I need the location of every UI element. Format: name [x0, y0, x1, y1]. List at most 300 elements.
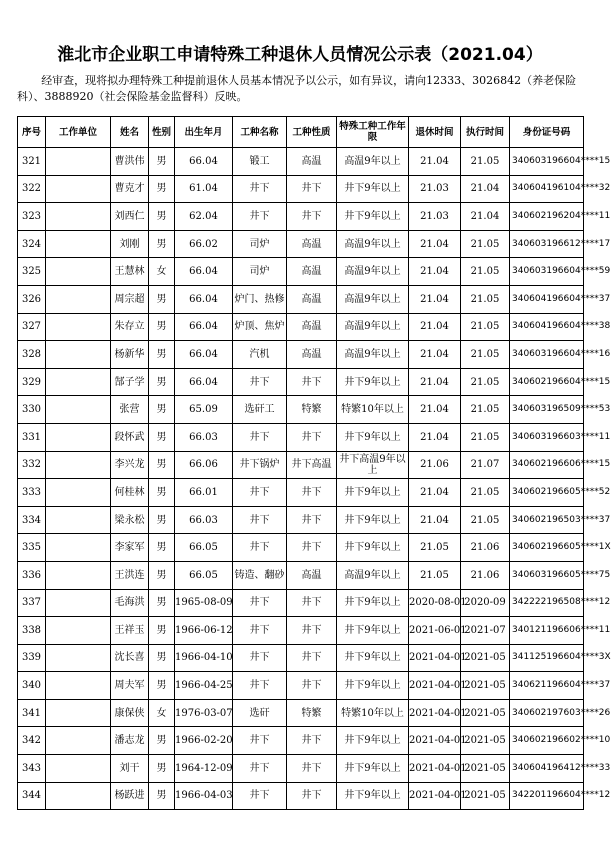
intro-paragraph: 经审查，现将拟办理特殊工种提前退休人员基本情况予以公示，如有异议，请向12333、3026842（养老保险科）、3888920（社会保险基金监督科）反映。: [17, 74, 577, 103]
job-nature: 高温: [287, 148, 337, 176]
effective-date: 21.04: [461, 203, 510, 231]
row-number: 324: [18, 230, 46, 258]
work-unit: [46, 782, 111, 810]
row-number: 321: [18, 148, 46, 176]
person-name: 周夫军: [111, 672, 149, 700]
job-nature: 特繁: [287, 699, 337, 727]
person-name: 张营: [111, 396, 149, 424]
row-number: 323: [18, 203, 46, 231]
job-nature: 井下: [287, 672, 337, 700]
table-row: [18, 175, 584, 203]
table-row: [18, 561, 584, 589]
col-header: 退休时间: [409, 117, 461, 148]
special-years: 井下9年以上: [337, 617, 409, 645]
work-unit: [46, 644, 111, 672]
person-name: 曹克才: [111, 175, 149, 203]
gender: 男: [149, 396, 175, 424]
retire-date: 21.05: [409, 561, 461, 589]
job-type: 司炉: [233, 258, 287, 286]
birth-date: 1966-02-20: [175, 727, 233, 755]
work-unit: [46, 672, 111, 700]
gender: 男: [149, 755, 175, 783]
retire-date: 21.04: [409, 396, 461, 424]
table-row: [18, 506, 584, 534]
col-header: 工种名称: [233, 117, 287, 148]
effective-date: 2021-05: [461, 644, 510, 672]
special-years: 高温9年以上: [337, 148, 409, 176]
special-years: 高温9年以上: [337, 341, 409, 369]
work-unit: [46, 534, 111, 562]
effective-date: 21.05: [461, 368, 510, 396]
row-number: 322: [18, 175, 46, 203]
row-number: 339: [18, 644, 46, 672]
table-row: [18, 313, 584, 341]
special-years: 特繁10年以上: [337, 699, 409, 727]
row-number: 342: [18, 727, 46, 755]
effective-date: 21.05: [461, 396, 510, 424]
retire-date: 21.04: [409, 423, 461, 451]
gender: 男: [149, 644, 175, 672]
retire-date: 21.03: [409, 175, 461, 203]
effective-date: 21.05: [461, 313, 510, 341]
effective-date: 21.05: [461, 341, 510, 369]
id-number: 340604196604****37: [510, 285, 584, 313]
job-type: 炉顶、焦炉: [233, 313, 287, 341]
table-row: [18, 755, 584, 783]
row-number: 328: [18, 341, 46, 369]
retire-date: 21.04: [409, 368, 461, 396]
effective-date: 21.05: [461, 258, 510, 286]
person-name: 刘西仁: [111, 203, 149, 231]
row-number: 338: [18, 617, 46, 645]
gender: 男: [149, 203, 175, 231]
person-name: 杨新华: [111, 341, 149, 369]
row-number: 330: [18, 396, 46, 424]
table-row: [18, 644, 584, 672]
special-years: 高温9年以上: [337, 313, 409, 341]
job-nature: 井下: [287, 534, 337, 562]
work-unit: [46, 561, 111, 589]
special-years: 高温9年以上: [337, 561, 409, 589]
job-nature: 井下: [287, 506, 337, 534]
birth-date: 66.05: [175, 534, 233, 562]
id-number: 340602196605****52: [510, 479, 584, 507]
work-unit: [46, 699, 111, 727]
work-unit: [46, 175, 111, 203]
birth-date: 1966-06-12: [175, 617, 233, 645]
col-header: 序号: [18, 117, 46, 148]
special-years: 井下9年以上: [337, 755, 409, 783]
job-type: 炉门、热修: [233, 285, 287, 313]
table-body: [18, 148, 611, 810]
retire-date: 2021-04-01: [409, 782, 461, 810]
table-row: [18, 699, 584, 727]
work-unit: [46, 230, 111, 258]
work-unit: [46, 727, 111, 755]
job-nature: 井下高温: [287, 451, 337, 479]
retire-date: 21.04: [409, 148, 461, 176]
job-type: 井下: [233, 644, 287, 672]
gender: 男: [149, 148, 175, 176]
special-years: 井下9年以上: [337, 534, 409, 562]
birth-date: 66.01: [175, 479, 233, 507]
table-row: [18, 230, 584, 258]
birth-date: 1966-04-03: [175, 782, 233, 810]
job-nature: 井下: [287, 479, 337, 507]
job-type: 井下: [233, 423, 287, 451]
id-number: 341125196604****3X: [510, 644, 584, 672]
row-number: 334: [18, 506, 46, 534]
id-number: 340603196604****59: [510, 258, 584, 286]
id-number: 340602196604****15: [510, 368, 584, 396]
effective-date: 21.05: [461, 230, 510, 258]
gender: 男: [149, 368, 175, 396]
row-number: 327: [18, 313, 46, 341]
special-years: 高温9年以上: [337, 230, 409, 258]
job-type: 井下: [233, 534, 287, 562]
table-row: [18, 203, 584, 231]
person-name: 李家军: [111, 534, 149, 562]
work-unit: [46, 285, 111, 313]
id-number: 340604196604****38: [510, 313, 584, 341]
table-row: [18, 589, 584, 617]
birth-date: 1966-04-10: [175, 644, 233, 672]
special-years: 井下9年以上: [337, 644, 409, 672]
gender: 男: [149, 561, 175, 589]
gender: 男: [149, 479, 175, 507]
person-name: 康保侠: [111, 699, 149, 727]
job-nature: 井下: [287, 727, 337, 755]
row-number: 335: [18, 534, 46, 562]
work-unit: [46, 451, 111, 479]
id-number: 340603196612****17: [510, 230, 584, 258]
table-row: [18, 285, 584, 313]
birth-date: 66.05: [175, 561, 233, 589]
table-row: [18, 423, 584, 451]
retire-date: 2021-04-01: [409, 727, 461, 755]
job-type: 井下锅炉: [233, 451, 287, 479]
birth-date: 66.02: [175, 230, 233, 258]
person-name: 李兴龙: [111, 451, 149, 479]
gender: 男: [149, 285, 175, 313]
job-nature: 特繁: [287, 396, 337, 424]
job-nature: 高温: [287, 285, 337, 313]
person-name: 王慧林: [111, 258, 149, 286]
id-number: 340121196606****11: [510, 617, 584, 645]
person-name: 杨跃进: [111, 782, 149, 810]
table-row: [18, 727, 584, 755]
birth-date: 1964-12-09: [175, 755, 233, 783]
gender: 男: [149, 341, 175, 369]
job-nature: 井下: [287, 782, 337, 810]
row-number: 331: [18, 423, 46, 451]
gender: 男: [149, 617, 175, 645]
id-number: 340602196606****15: [510, 451, 584, 479]
id-number: 340603196604****15: [510, 148, 584, 176]
effective-date: 21.05: [461, 506, 510, 534]
special-years: 特繁10年以上: [337, 396, 409, 424]
col-header: 执行时间: [461, 117, 510, 148]
row-number: 341: [18, 699, 46, 727]
birth-date: 1965-08-09: [175, 589, 233, 617]
special-years: 高温9年以上: [337, 285, 409, 313]
gender: 男: [149, 230, 175, 258]
row-number: 329: [18, 368, 46, 396]
retire-date: 21.04: [409, 230, 461, 258]
retire-date: 21.04: [409, 285, 461, 313]
job-nature: 井下: [287, 423, 337, 451]
job-type: 井下: [233, 479, 287, 507]
birth-date: 66.04: [175, 368, 233, 396]
col-header: 出生年月: [175, 117, 233, 148]
table-row: [18, 672, 584, 700]
special-years: 井下9年以上: [337, 589, 409, 617]
effective-date: 21.05: [461, 148, 510, 176]
job-nature: 井下: [287, 368, 337, 396]
work-unit: [46, 755, 111, 783]
id-number: 340603196509****53: [510, 396, 584, 424]
job-nature: 高温: [287, 341, 337, 369]
id-number: 340602196204****11: [510, 203, 584, 231]
gender: 男: [149, 175, 175, 203]
job-type: 井下: [233, 755, 287, 783]
gender: 男: [149, 423, 175, 451]
effective-date: 21.07: [461, 451, 510, 479]
job-type: 井下: [233, 203, 287, 231]
work-unit: [46, 258, 111, 286]
person-name: 郜子学: [111, 368, 149, 396]
special-years: 井下9年以上: [337, 727, 409, 755]
gender: 男: [149, 451, 175, 479]
special-years: 井下9年以上: [337, 782, 409, 810]
retire-date: 2021-06-01: [409, 617, 461, 645]
job-type: 铸造、翻砂: [233, 561, 287, 589]
table-header-row: [18, 117, 584, 148]
table-row: [18, 782, 584, 810]
birth-date: 66.04: [175, 313, 233, 341]
birth-date: 61.04: [175, 175, 233, 203]
id-number: 340602196605****1X: [510, 534, 584, 562]
row-number: 337: [18, 589, 46, 617]
gender: 女: [149, 699, 175, 727]
work-unit: [46, 506, 111, 534]
id-number: 340604196104****32: [510, 175, 584, 203]
job-nature: 高温: [287, 258, 337, 286]
retire-date: 21.04: [409, 313, 461, 341]
work-unit: [46, 479, 111, 507]
work-unit: [46, 203, 111, 231]
special-years: 井下9年以上: [337, 479, 409, 507]
work-unit: [46, 368, 111, 396]
birth-date: 66.04: [175, 258, 233, 286]
work-unit: [46, 617, 111, 645]
gender: 男: [149, 782, 175, 810]
retire-date: 21.04: [409, 479, 461, 507]
job-type: 选矸: [233, 699, 287, 727]
effective-date: 21.06: [461, 561, 510, 589]
work-unit: [46, 313, 111, 341]
gender: 女: [149, 258, 175, 286]
job-nature: 井下: [287, 589, 337, 617]
job-type: 井下: [233, 727, 287, 755]
row-number: 326: [18, 285, 46, 313]
gender: 男: [149, 727, 175, 755]
birth-date: 66.03: [175, 423, 233, 451]
effective-date: 21.04: [461, 175, 510, 203]
id-number: 340621196604****37: [510, 672, 584, 700]
id-number: 340602196503****37: [510, 506, 584, 534]
birth-date: 65.09: [175, 396, 233, 424]
job-nature: 井下: [287, 644, 337, 672]
retire-date: 21.04: [409, 341, 461, 369]
job-type: 选矸工: [233, 396, 287, 424]
effective-date: 2021-07: [461, 617, 510, 645]
row-number: 333: [18, 479, 46, 507]
birth-date: 66.06: [175, 451, 233, 479]
job-nature: 高温: [287, 230, 337, 258]
person-name: 沈长喜: [111, 644, 149, 672]
gender: 男: [149, 313, 175, 341]
id-number: 340602196602****10: [510, 727, 584, 755]
job-type: 井下: [233, 368, 287, 396]
person-name: 王洪连: [111, 561, 149, 589]
table-row: [18, 479, 584, 507]
id-number: 342222196508****12: [510, 589, 584, 617]
special-years: 井下9年以上: [337, 423, 409, 451]
retire-date: 2021-04-01: [409, 755, 461, 783]
row-number: 336: [18, 561, 46, 589]
table-row: [18, 617, 584, 645]
table-row: [18, 534, 584, 562]
id-number: 340604196412****33: [510, 755, 584, 783]
job-nature: 高温: [287, 313, 337, 341]
effective-date: 21.06: [461, 534, 510, 562]
special-years: 井下9年以上: [337, 203, 409, 231]
table-row: [18, 451, 584, 479]
id-number: 340603196603****11: [510, 423, 584, 451]
col-header: 姓名: [111, 117, 149, 148]
birth-date: 66.04: [175, 148, 233, 176]
special-years: 井下9年以上: [337, 672, 409, 700]
row-number: 332: [18, 451, 46, 479]
special-years: 井下高温9年以上: [337, 451, 409, 479]
table-row: [18, 148, 584, 176]
job-type: 井下: [233, 782, 287, 810]
retire-date: 2021-04-01: [409, 644, 461, 672]
job-type: 井下: [233, 175, 287, 203]
table-row: [18, 258, 584, 286]
retirement-table: [17, 116, 611, 810]
job-nature: 井下: [287, 617, 337, 645]
work-unit: [46, 396, 111, 424]
effective-date: 21.05: [461, 285, 510, 313]
birth-date: 66.04: [175, 285, 233, 313]
effective-date: 2021-05: [461, 699, 510, 727]
effective-date: 2021-05: [461, 727, 510, 755]
retire-date: 2021-04-01: [409, 672, 461, 700]
person-name: 潘志龙: [111, 727, 149, 755]
gender: 男: [149, 589, 175, 617]
birth-date: 1976-03-07: [175, 699, 233, 727]
col-header: 身份证号码: [510, 117, 584, 148]
job-type: 井下: [233, 589, 287, 617]
person-name: 梁永松: [111, 506, 149, 534]
row-number: 340: [18, 672, 46, 700]
person-name: 王祥玉: [111, 617, 149, 645]
row-number: 344: [18, 782, 46, 810]
effective-date: 21.05: [461, 423, 510, 451]
job-type: 锻工: [233, 148, 287, 176]
job-type: 井下: [233, 506, 287, 534]
person-name: 朱存立: [111, 313, 149, 341]
retire-date: 21.04: [409, 258, 461, 286]
work-unit: [46, 148, 111, 176]
row-number: 325: [18, 258, 46, 286]
work-unit: [46, 589, 111, 617]
job-nature: 井下: [287, 203, 337, 231]
retire-date: 21.04: [409, 506, 461, 534]
effective-date: 21.05: [461, 479, 510, 507]
person-name: 何桂林: [111, 479, 149, 507]
retire-date: 21.03: [409, 203, 461, 231]
gender: 男: [149, 672, 175, 700]
col-header: 性别: [149, 117, 175, 148]
person-name: 刘干: [111, 755, 149, 783]
job-type: 井下: [233, 672, 287, 700]
col-header: 工作单位: [46, 117, 111, 148]
birth-date: 66.03: [175, 506, 233, 534]
retire-date: 21.05: [409, 534, 461, 562]
job-nature: 高温: [287, 561, 337, 589]
effective-date: 2021-05: [461, 782, 510, 810]
table-row: [18, 368, 584, 396]
job-type: 汽机: [233, 341, 287, 369]
effective-date: 2021-05: [461, 755, 510, 783]
special-years: 井下9年以上: [337, 175, 409, 203]
id-number: 342201196604****12: [510, 782, 584, 810]
special-years: 井下9年以上: [337, 506, 409, 534]
person-name: 段怀武: [111, 423, 149, 451]
special-years: 高温9年以上: [337, 258, 409, 286]
work-unit: [46, 341, 111, 369]
effective-date: 2020-09: [461, 589, 510, 617]
person-name: 刘刚: [111, 230, 149, 258]
id-number: 340602197603****26: [510, 699, 584, 727]
gender: 男: [149, 534, 175, 562]
id-number: 340603196605****75: [510, 561, 584, 589]
person-name: 周宗超: [111, 285, 149, 313]
id-number: 340603196604****16: [510, 341, 584, 369]
special-years: 井下9年以上: [337, 368, 409, 396]
birth-date: 1966-04-25: [175, 672, 233, 700]
job-nature: 井下: [287, 175, 337, 203]
job-type: 司炉: [233, 230, 287, 258]
job-type: 井下: [233, 617, 287, 645]
col-header: 工种性质: [287, 117, 337, 148]
job-nature: 井下: [287, 755, 337, 783]
gender: 男: [149, 506, 175, 534]
row-number: 343: [18, 755, 46, 783]
work-unit: [46, 423, 111, 451]
person-name: 曹洪伟: [111, 148, 149, 176]
retire-date: 2020-08-01: [409, 589, 461, 617]
retire-date: 21.06: [409, 451, 461, 479]
col-header: 特殊工种工作年限: [337, 117, 409, 148]
table-row: [18, 341, 584, 369]
birth-date: 62.04: [175, 203, 233, 231]
person-name: 毛海洪: [111, 589, 149, 617]
retire-date: 2021-04-01: [409, 699, 461, 727]
